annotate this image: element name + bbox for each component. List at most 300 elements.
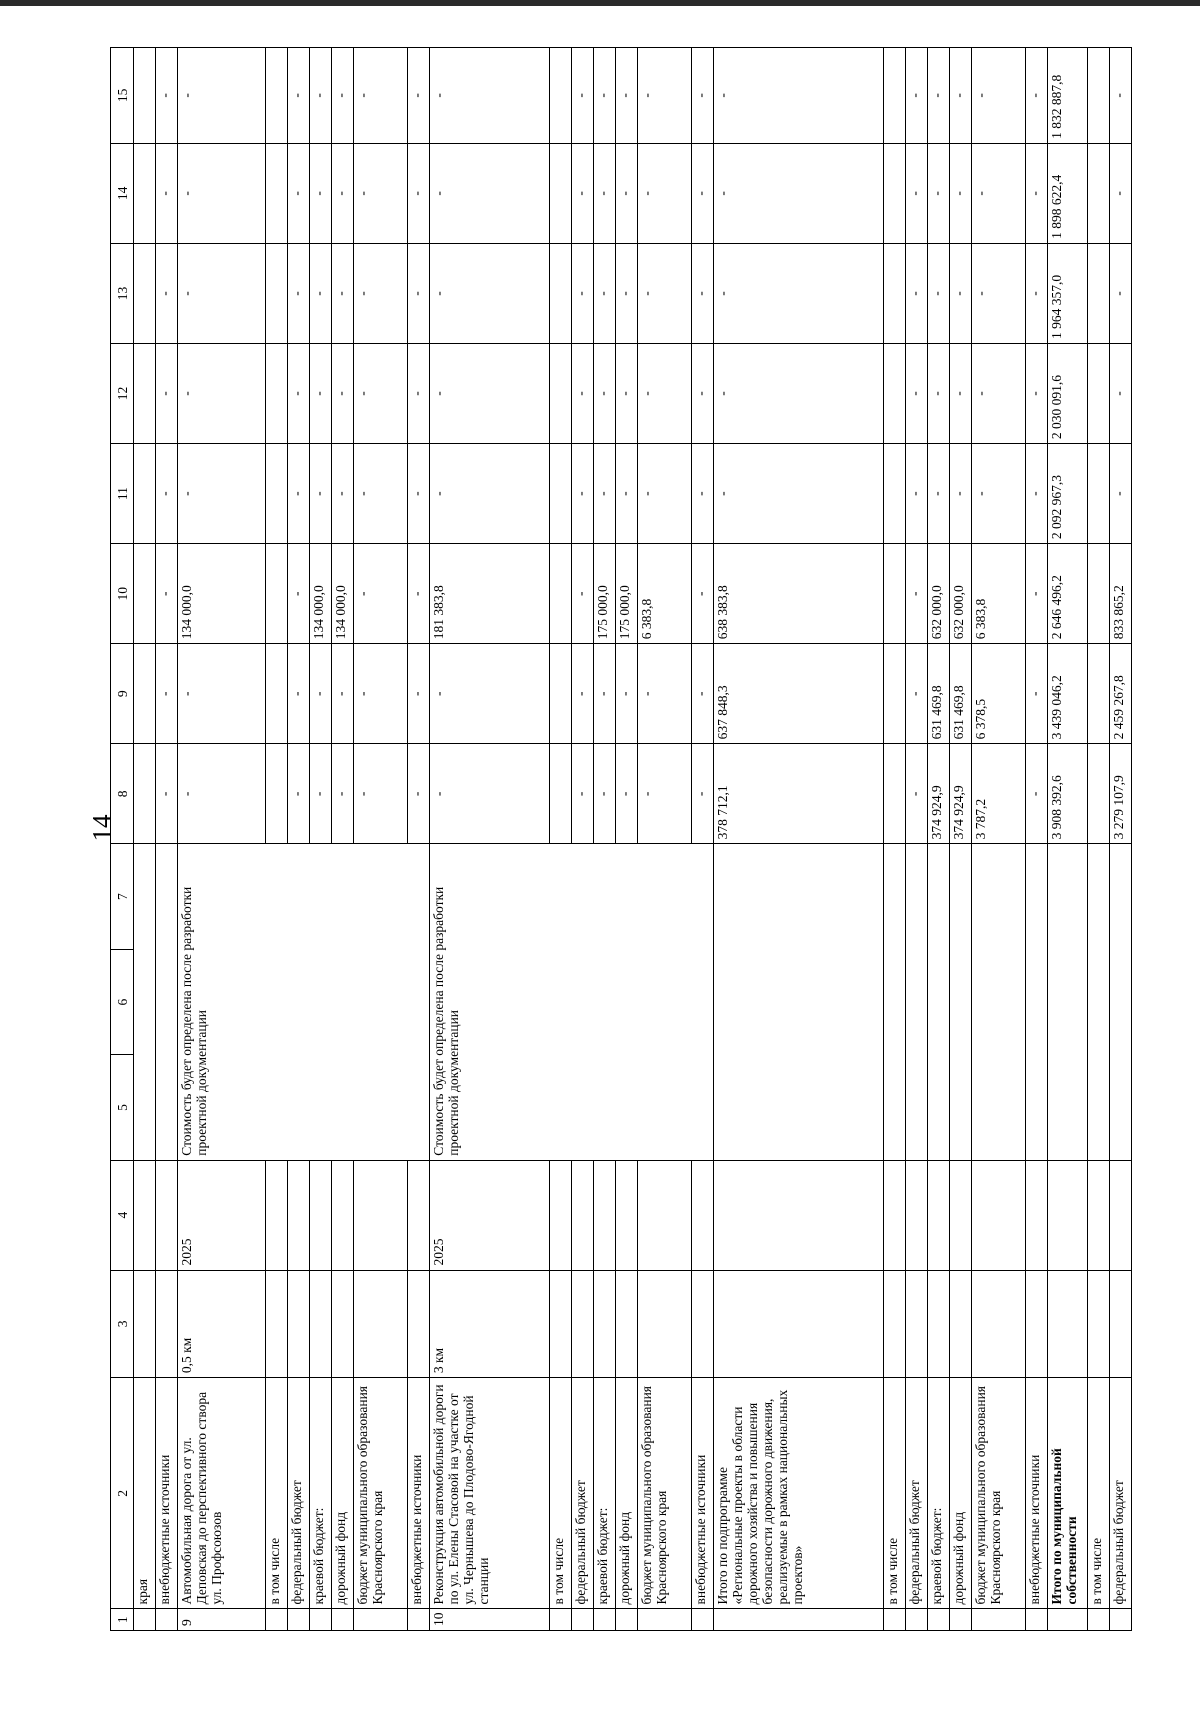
amount-cell: - (928, 444, 950, 544)
amount-cell: - (178, 644, 266, 744)
amount-cell (884, 544, 906, 644)
row-number-cell (572, 1609, 594, 1631)
row-number-cell (594, 1609, 616, 1631)
column-number-cell: 3 (111, 1270, 134, 1378)
amount-cell: - (156, 444, 178, 544)
amount-cell (1088, 48, 1110, 144)
row-label-cell: бюджет муниципального образования Красноярского края (972, 1378, 1026, 1609)
amount-cell (884, 48, 906, 144)
amount-cell: - (616, 143, 638, 243)
amount-cell: 1 832 887,8 (1048, 48, 1088, 144)
amount-cell: - (594, 143, 616, 243)
amount-cell: - (972, 444, 1026, 544)
rotated-table-container (110, 47, 1126, 1631)
amount-cell: 2 030 091,6 (1048, 344, 1088, 444)
amount-cell: - (616, 344, 638, 444)
empty-cell (714, 844, 884, 1160)
row-label-cell: дорожный фонд (950, 1378, 972, 1609)
amount-cell: - (692, 243, 714, 343)
amount-cell: 637 848,3 (714, 644, 884, 744)
amount-cell: - (572, 143, 594, 243)
amount-cell: 181 383,8 (430, 544, 550, 644)
row-label-cell: Итого по муниципальной собственности (1048, 1378, 1088, 1609)
row-label-cell: внебюджетные источники (692, 1378, 714, 1609)
amount-cell: - (156, 544, 178, 644)
amount-cell: - (616, 243, 638, 343)
row-label-cell: краевой бюджет: (928, 1378, 950, 1609)
amount-cell: 3 279 107,9 (1110, 744, 1132, 844)
year-cell (1088, 1160, 1110, 1270)
amount-cell (550, 243, 572, 343)
amount-cell: 631 469,8 (928, 644, 950, 744)
amount-cell: - (692, 744, 714, 844)
amount-cell: - (594, 444, 616, 544)
amount-cell: - (178, 744, 266, 844)
column-number-cell: 9 (111, 644, 134, 744)
column-number-cell: 10 (111, 544, 134, 644)
amount-cell: - (156, 48, 178, 144)
column-number-cell: 14 (111, 143, 134, 243)
amount-cell: - (178, 344, 266, 444)
amount-cell: - (408, 644, 430, 744)
amount-cell: - (310, 444, 332, 544)
amount-cell: - (616, 48, 638, 144)
amount-cell (134, 344, 156, 444)
year-cell (1110, 1160, 1132, 1270)
year-cell (266, 1160, 288, 1270)
year-cell (1026, 1160, 1048, 1270)
amount-cell (1088, 644, 1110, 744)
row-label-cell: внебюджетные источники (1026, 1378, 1048, 1609)
amount-cell: - (906, 243, 928, 343)
length-cell: 0,5 км (178, 1270, 266, 1378)
amount-cell: 6 383,8 (972, 544, 1026, 644)
amount-cell: - (156, 644, 178, 744)
column-number-cell: 4 (111, 1160, 134, 1270)
amount-cell: - (288, 444, 310, 544)
amount-cell: - (1110, 243, 1132, 343)
column-number-cell: 15 (111, 48, 134, 144)
amount-cell: - (310, 744, 332, 844)
year-cell (156, 1160, 178, 1270)
table-row (594, 48, 616, 1631)
amount-cell: - (310, 48, 332, 144)
row-number-cell (134, 1609, 156, 1631)
length-cell (950, 1270, 972, 1378)
amount-cell: - (906, 143, 928, 243)
row-number-cell (266, 1609, 288, 1631)
amount-cell: - (310, 243, 332, 343)
amount-cell (134, 48, 156, 144)
year-cell (1048, 1160, 1088, 1270)
amount-cell: - (408, 243, 430, 343)
amount-cell: - (430, 344, 550, 444)
amount-cell: - (332, 48, 354, 144)
length-cell (310, 1270, 332, 1378)
year-cell (550, 1160, 572, 1270)
year-cell: 2025 (178, 1160, 266, 1270)
amount-cell (134, 544, 156, 644)
amount-cell: - (430, 444, 550, 544)
amount-cell (266, 644, 288, 744)
row-label-cell: федеральный бюджет (288, 1378, 310, 1609)
table-row (134, 48, 156, 1631)
amount-cell (884, 644, 906, 744)
length-cell (1088, 1270, 1110, 1378)
amount-cell (550, 48, 572, 144)
length-cell (928, 1270, 950, 1378)
column-number-cell: 12 (111, 344, 134, 444)
length-cell: 3 км (430, 1270, 550, 1378)
column-number-cell: 2 (111, 1378, 134, 1609)
amount-cell: - (692, 444, 714, 544)
amount-cell: 6 378,5 (972, 644, 1026, 744)
row-label-cell: дорожный фонд (332, 1378, 354, 1609)
amount-cell: 1 964 357,0 (1048, 243, 1088, 343)
amount-cell: - (332, 644, 354, 744)
amount-cell (266, 344, 288, 444)
amount-cell: - (638, 644, 692, 744)
amount-cell: - (950, 143, 972, 243)
row-number-cell (1088, 1609, 1110, 1631)
year-cell (972, 1160, 1026, 1270)
amount-cell: - (714, 344, 884, 444)
amount-cell (884, 444, 906, 544)
amount-cell: - (156, 143, 178, 243)
amount-cell: 632 000,0 (950, 544, 972, 644)
amount-cell (550, 143, 572, 243)
amount-cell: - (638, 143, 692, 243)
row-number-cell (692, 1609, 714, 1631)
scan-top-edge (0, 0, 1200, 6)
row-number-cell (638, 1609, 692, 1631)
amount-cell: - (572, 243, 594, 343)
amount-cell: - (288, 744, 310, 844)
amount-cell (550, 644, 572, 744)
amount-cell: - (906, 444, 928, 544)
amount-cell: - (714, 243, 884, 343)
column-number-row (111, 48, 134, 1631)
amount-cell: - (288, 644, 310, 744)
amount-cell (884, 143, 906, 243)
amount-cell (1088, 344, 1110, 444)
row-label-cell: Итого по подпрограмме «Региональные проекты в области дорожного хозяйства и повышения безопасности дорожного движения, реализуемые в рамках национальных проектов» (714, 1378, 884, 1609)
table-row (884, 48, 906, 1631)
column-number-cell: 7 (111, 844, 134, 949)
row-number-cell (950, 1609, 972, 1631)
amount-cell: - (354, 243, 408, 343)
amount-cell: - (594, 243, 616, 343)
table-row (310, 48, 332, 1631)
amount-cell: - (332, 243, 354, 343)
amount-cell: - (594, 744, 616, 844)
row-label-cell: Автомобильная дорога от ул. Деповская до перспективного створа ул. Профсоюзов (178, 1378, 266, 1609)
amount-cell (266, 48, 288, 144)
amount-cell: - (310, 344, 332, 444)
length-cell (638, 1270, 692, 1378)
amount-cell: - (178, 444, 266, 544)
amount-cell: 3 908 392,6 (1048, 744, 1088, 844)
row-label-cell: в том числе (550, 1378, 572, 1609)
cost-note-cell: Стоимость будет определена после разработки проектной документации (178, 844, 430, 1160)
row-label-cell: краевой бюджет: (310, 1378, 332, 1609)
table-row (430, 48, 550, 1631)
amount-cell: - (408, 744, 430, 844)
row-label-cell: бюджет муниципального образования Красноярского края (638, 1378, 692, 1609)
amount-cell (550, 444, 572, 544)
empty-cell (928, 844, 950, 1160)
row-label-cell: дорожный фонд (616, 1378, 638, 1609)
amount-cell: - (950, 344, 972, 444)
amount-cell: - (354, 344, 408, 444)
amount-cell: 638 383,8 (714, 544, 884, 644)
amount-cell: - (354, 644, 408, 744)
row-number-cell (332, 1609, 354, 1631)
year-cell (616, 1160, 638, 1270)
amount-cell: - (638, 444, 692, 544)
length-cell (692, 1270, 714, 1378)
row-number-cell (1048, 1609, 1088, 1631)
year-cell (906, 1160, 928, 1270)
amount-cell: - (638, 48, 692, 144)
amount-cell: 632 000,0 (928, 544, 950, 644)
amount-cell: - (714, 143, 884, 243)
amount-cell: - (594, 48, 616, 144)
amount-cell (134, 243, 156, 343)
amount-cell: 134 000,0 (310, 544, 332, 644)
row-label-cell: в том числе (1088, 1378, 1110, 1609)
row-label-cell: в том числе (884, 1378, 906, 1609)
amount-cell: - (972, 48, 1026, 144)
amount-cell: - (950, 243, 972, 343)
column-number-cell: 13 (111, 243, 134, 343)
amount-cell (1088, 544, 1110, 644)
amount-cell (134, 644, 156, 744)
empty-cell (906, 844, 928, 1160)
table-row (1048, 48, 1088, 1631)
year-cell (288, 1160, 310, 1270)
amount-cell: - (638, 744, 692, 844)
amount-cell: - (354, 744, 408, 844)
amount-cell: - (430, 48, 550, 144)
amount-cell: - (332, 744, 354, 844)
amount-cell (134, 143, 156, 243)
amount-cell: - (1026, 544, 1048, 644)
row-label-cell: внебюджетные источники (156, 1378, 178, 1609)
amount-cell: - (572, 444, 594, 544)
row-label-cell: федеральный бюджет (1110, 1378, 1132, 1609)
amount-cell: - (572, 744, 594, 844)
amount-cell: 134 000,0 (178, 544, 266, 644)
empty-cell (134, 844, 156, 1160)
year-cell (134, 1160, 156, 1270)
amount-cell: - (950, 444, 972, 544)
amount-cell: - (616, 644, 638, 744)
amount-cell (266, 744, 288, 844)
table-row (178, 48, 266, 1631)
amount-cell: - (1026, 744, 1048, 844)
amount-cell: - (1026, 444, 1048, 544)
column-number-cell: 11 (111, 444, 134, 544)
amount-cell (134, 444, 156, 544)
year-cell (594, 1160, 616, 1270)
amount-cell: - (692, 344, 714, 444)
amount-cell: 374 924,9 (950, 744, 972, 844)
amount-cell: - (972, 243, 1026, 343)
row-label-cell: в том числе (266, 1378, 288, 1609)
amount-cell: - (310, 644, 332, 744)
row-label-cell: федеральный бюджет (906, 1378, 928, 1609)
table-row (1088, 48, 1110, 1631)
amount-cell: - (906, 544, 928, 644)
amount-cell: - (288, 544, 310, 644)
row-number-cell: 9 (178, 1609, 266, 1631)
empty-cell (884, 844, 906, 1160)
amount-cell: - (928, 143, 950, 243)
year-cell: 2025 (430, 1160, 550, 1270)
length-cell (572, 1270, 594, 1378)
amount-cell: - (928, 344, 950, 444)
length-cell (1048, 1270, 1088, 1378)
amount-cell: - (310, 143, 332, 243)
amount-cell: - (430, 744, 550, 844)
amount-cell: 833 865,2 (1110, 544, 1132, 644)
amount-cell (266, 243, 288, 343)
empty-cell (1026, 844, 1048, 1160)
row-number-cell (354, 1609, 408, 1631)
amount-cell: - (288, 143, 310, 243)
year-cell (310, 1160, 332, 1270)
amount-cell: 3 787,2 (972, 744, 1026, 844)
row-number-cell (288, 1609, 310, 1631)
row-number-cell (616, 1609, 638, 1631)
amount-cell: - (692, 143, 714, 243)
year-cell (332, 1160, 354, 1270)
table-row (550, 48, 572, 1631)
amount-cell: 175 000,0 (594, 544, 616, 644)
empty-cell (950, 844, 972, 1160)
row-number-cell (928, 1609, 950, 1631)
amount-cell: - (950, 48, 972, 144)
amount-cell: - (332, 444, 354, 544)
table-row (692, 48, 714, 1631)
amount-cell: - (692, 48, 714, 144)
amount-cell: - (1026, 344, 1048, 444)
amount-cell: - (928, 48, 950, 144)
row-number-cell (972, 1609, 1026, 1631)
amount-cell (550, 744, 572, 844)
empty-cell (972, 844, 1026, 1160)
amount-cell: - (430, 143, 550, 243)
amount-cell: - (288, 243, 310, 343)
amount-cell: - (288, 344, 310, 444)
amount-cell: - (692, 544, 714, 644)
amount-cell: - (1110, 344, 1132, 444)
table-area (110, 47, 1126, 1631)
amount-cell (884, 344, 906, 444)
amount-cell: - (906, 48, 928, 144)
length-cell (616, 1270, 638, 1378)
amount-cell: - (332, 143, 354, 243)
length-cell (134, 1270, 156, 1378)
amount-cell: - (1110, 444, 1132, 544)
amount-cell: 175 000,0 (616, 544, 638, 644)
amount-cell: 2 092 967,3 (1048, 444, 1088, 544)
table-row (572, 48, 594, 1631)
amount-cell: - (408, 143, 430, 243)
table-row (1026, 48, 1048, 1631)
column-number-cell: 5 (111, 1055, 134, 1160)
amount-cell: - (1026, 48, 1048, 144)
table-row (288, 48, 310, 1631)
amount-cell: - (156, 744, 178, 844)
amount-cell: - (928, 243, 950, 343)
amount-cell: - (354, 48, 408, 144)
table-row (616, 48, 638, 1631)
amount-cell: - (354, 544, 408, 644)
year-cell (638, 1160, 692, 1270)
amount-cell: - (408, 344, 430, 444)
row-number-cell (884, 1609, 906, 1631)
length-cell (906, 1270, 928, 1378)
year-cell (354, 1160, 408, 1270)
table-row (1110, 48, 1132, 1631)
financing-table (110, 47, 1132, 1631)
amount-cell: - (714, 48, 884, 144)
amount-cell: - (594, 644, 616, 744)
amount-cell (550, 344, 572, 444)
amount-cell: - (354, 143, 408, 243)
year-cell (408, 1160, 430, 1270)
amount-cell (134, 744, 156, 844)
row-label-cell: края (134, 1378, 156, 1609)
amount-cell: 134 000,0 (332, 544, 354, 644)
amount-cell: - (408, 544, 430, 644)
length-cell (266, 1270, 288, 1378)
amount-cell: - (156, 344, 178, 444)
amount-cell: 374 924,9 (928, 744, 950, 844)
amount-cell (266, 444, 288, 544)
amount-cell: - (572, 48, 594, 144)
amount-cell: 3 439 046,2 (1048, 644, 1088, 744)
column-number-cell: 8 (111, 744, 134, 844)
row-label-cell: бюджет муниципального образования Красноярского края (354, 1378, 408, 1609)
length-cell (288, 1270, 310, 1378)
length-cell (550, 1270, 572, 1378)
amount-cell: - (408, 444, 430, 544)
amount-cell (1088, 143, 1110, 243)
empty-cell (1048, 844, 1088, 1160)
amount-cell (550, 544, 572, 644)
table-row (638, 48, 692, 1631)
column-number-cell: 1 (111, 1609, 134, 1631)
amount-cell: - (714, 444, 884, 544)
amount-cell: - (638, 344, 692, 444)
empty-cell (156, 844, 178, 1160)
length-cell (594, 1270, 616, 1378)
amount-cell: - (430, 243, 550, 343)
amount-cell: - (430, 644, 550, 744)
amount-cell: 378 712,1 (714, 744, 884, 844)
amount-cell: - (972, 143, 1026, 243)
amount-cell (266, 544, 288, 644)
amount-cell: - (638, 243, 692, 343)
amount-cell: - (178, 48, 266, 144)
row-number-cell (1110, 1609, 1132, 1631)
amount-cell: - (572, 544, 594, 644)
empty-cell (1110, 844, 1132, 1160)
length-cell (156, 1270, 178, 1378)
